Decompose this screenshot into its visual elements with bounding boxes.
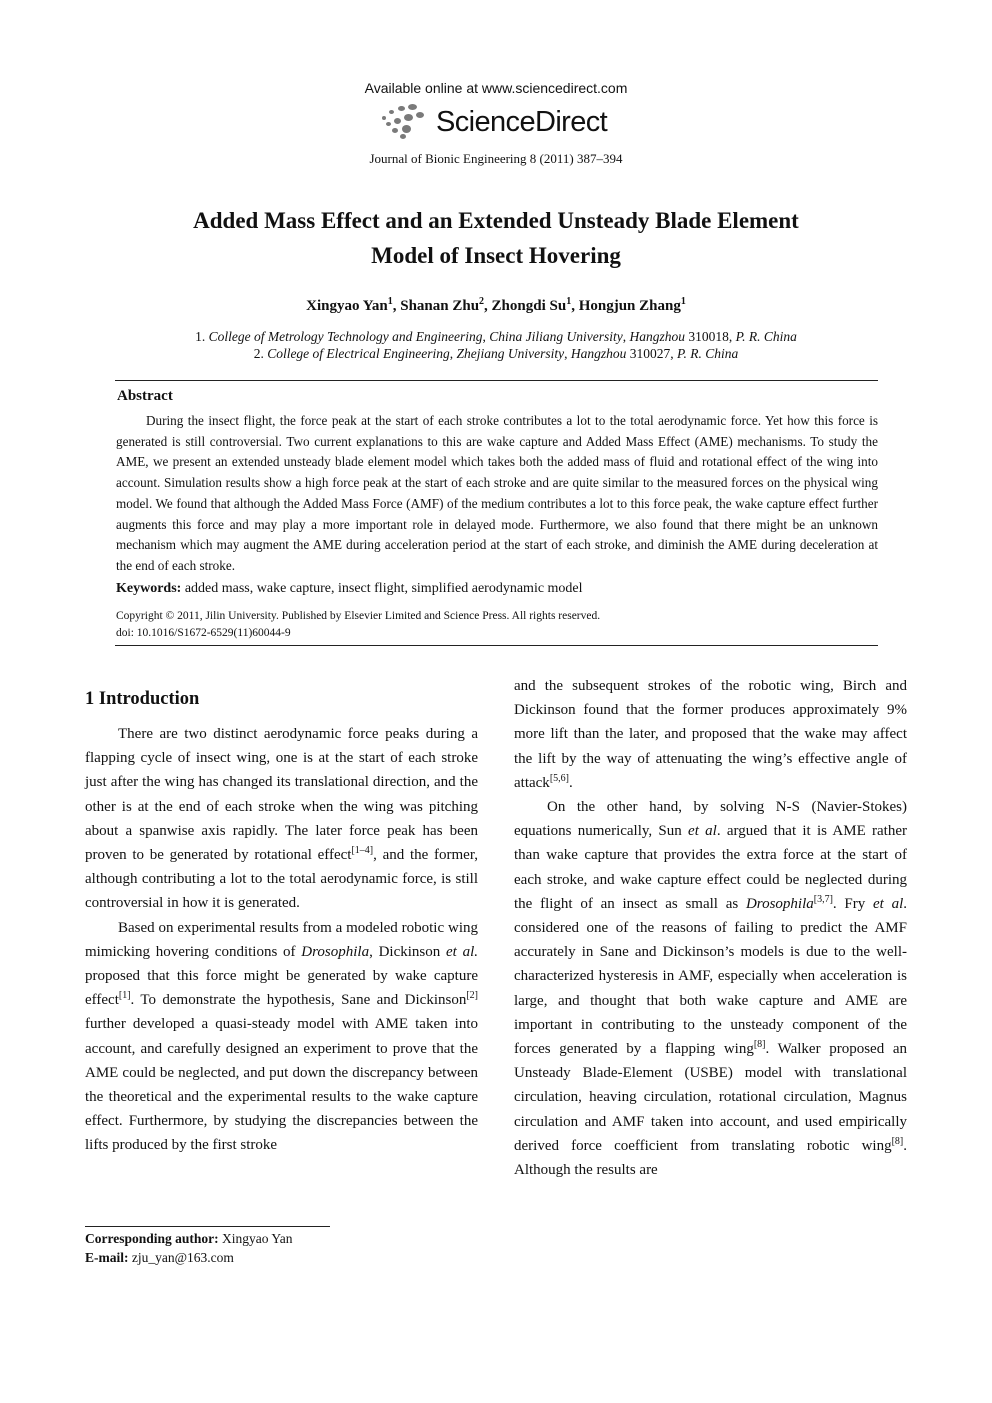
affiliation-2 [0, 345, 992, 362]
paragraph-text: , and the former, although contributing a lot to the total aerodynamic force, is still controversial in how it is generated. [85, 847, 478, 912]
section-heading-introduction: 1 Introduction [85, 689, 200, 709]
paragraph-text: . Fry [832, 895, 874, 912]
paragraph [514, 795, 907, 1182]
citation-ref: [1] [118, 990, 131, 1002]
affil-sep: , [449, 346, 457, 361]
abstract-text: During the insect flight, the force peak at the start of each stroke contributes a lot to the total aerodynamic force. Yet how this force is generated is still controversial. Two current explanations to this are wake capture and Added Mass Effect (AME) mechanisms. To study the AME, we present an extended unsteady blade element model which takes both the added mass of fluid and rotational effect of the wing into account. Simulation results show a high force peak at the start of each stroke and are quite similar to the measured forces on the physical wing model. We found that although the Added Mass Force (AMF) of the medium contributes a lot to this force peak, the wake capture effect further augments this force and may play a more important role in delayed mode. Furthermore, we also found that there might be an unknown mechanism which may augment the AME during acceleration period at the start of each stroke, and diminish the AME during deceleration at the end of each stroke. [116, 413, 878, 573]
affil-number: 1. [195, 329, 209, 344]
body-column-left [85, 686, 478, 1158]
author-affil-sup: 1 [566, 296, 572, 307]
corresponding-author-email: zju_yan@163.com [128, 1250, 234, 1265]
citation-ref: [8] [891, 1135, 904, 1147]
affil-number: 2. [253, 346, 268, 361]
paper-title [0, 203, 992, 273]
author-name: Hongjun Zhang [578, 298, 681, 314]
author-affil-sup: 1 [680, 296, 686, 307]
body-column-right [514, 674, 907, 1182]
affiliation-1 [0, 328, 992, 345]
title-line-1: Added Mass Effect and an Extended Unsteady Blade Element [193, 208, 799, 233]
citation-ref: [3,7] [813, 893, 833, 905]
footnote-label: E-mail: [85, 1250, 129, 1265]
doi-line: doi: 10.1016/S1672-6529(11)60044-9 [116, 627, 291, 639]
sciencedirect-wordmark: ScienceDirect [436, 105, 608, 138]
paragraph-text: proposed that this force might be generated by wake capture effect [85, 968, 478, 1009]
author-name: Zhongdi Su [491, 298, 567, 314]
citation-ref: [1–4] [351, 845, 374, 857]
citation-ref: [2] [466, 990, 478, 1002]
paragraph-text: , Dickinson [369, 943, 446, 960]
italic-text: et al [873, 895, 904, 912]
keywords-text: added mass, wake capture, insect flight, simplified aerodynamic model [181, 581, 583, 596]
keywords-label: Keywords: [116, 581, 182, 596]
footnote-rule [85, 1226, 330, 1227]
italic-text: et al [688, 823, 717, 840]
affil-country: P. R. China [677, 346, 739, 361]
paragraph-text: . Walker proposed an Unsteady Blade-Element (USBE) model with translational circulation, heaving circulation, rotational circulation, Magnus circulation and AMF taken into account, and used empirically derived force coefficient from translating robotic wing [514, 1041, 908, 1154]
affil-institution: College of Electrical Engineering [267, 346, 450, 361]
affil-sep: , [564, 346, 571, 361]
affil-university: China Jiliang University [489, 329, 623, 344]
paragraph-text: There are two distinct aerodynamic force peaks during a flapping cycle of insect wing, one is at the start of each stroke just after the wing has changed its translational direction, and the other is at the end of each stroke when the wing was pitching about a spanwise axis rapidly. The later force peak has been proven to be generated by rotational effect [85, 726, 478, 864]
corresponding-author-footnote [85, 1229, 293, 1267]
footnote-label: Corresponding author: [85, 1231, 219, 1246]
copyright-line: Copyright © 2011, Jilin University. Published by Elsevier Limited and Science Press. All rights reserved. [116, 610, 601, 622]
paragraph-text: . [568, 774, 573, 791]
author-sep: , [484, 298, 492, 314]
affil-country: P. R. China [735, 329, 797, 344]
affil-city: Hangzhou [629, 329, 685, 344]
citation-ref: [8] [753, 1039, 766, 1051]
corresponding-author-name: Xingyao Yan [218, 1231, 293, 1246]
paragraph-text: . considered one of the reasons of failing to predict the AMF accurately in Sane and Dickinson’s models is due to the well-characterized hysteresis in AMF, especially when acceleration is large, and thought that both wake capture and AME are important in contributing to the unsteady component of the forces generated by a flapping wing [514, 895, 908, 1058]
paragraph-text: further developed a quasi-steady model with AME taken into account, and carefully designed an experiment to prove that the AME could be neglected, and put down the discrepancy between the theoretical and the experimental results to the wake capture effect. Furthermore, by studying the discrepancies between the lifts produced by the first stroke [85, 1016, 478, 1154]
paragraph [85, 722, 478, 916]
paragraph-text: Based on experimental results from a modeled robotic wing mimicking hovering conditions of [85, 919, 478, 960]
email-line [85, 1248, 293, 1267]
paragraph-text: . Although the results are [514, 1137, 907, 1179]
affil-zip: 310018, [684, 329, 736, 344]
author-name: Xingyao Yan [306, 298, 388, 314]
affil-institution: College of Metrology Technology and Engineering [208, 329, 483, 344]
title-line-2: Model of Insect Hovering [371, 243, 621, 268]
abstract-heading: Abstract [117, 388, 173, 404]
affil-university: Zhejiang University [456, 346, 565, 361]
affil-sep: , [622, 329, 630, 344]
paragraph-text: . argued that it is AME rather than wake capture that provides the extra force at the start of each stroke, and wake capture effect could be neglected during the flight of an insect as small as [514, 823, 907, 912]
paragraph [85, 916, 478, 1158]
abstract-bottom-rule [115, 645, 878, 646]
author-affil-sup: 1 [387, 296, 393, 307]
paragraph-text: and the subsequent strokes of the robotic wing, Birch and Dickinson found that the former produces approximately 9% more lift than the later, and proposed that the wake may affect the lift by the way of attenuating the wing’s effective angle of attack [514, 678, 907, 791]
available-online-line: Available online at www.sciencedirect.com [364, 80, 628, 96]
author-affil-sup: 2 [479, 296, 485, 307]
citation-ref: [5,6] [549, 772, 569, 784]
italic-text: et al. [446, 943, 478, 960]
copyright-block [116, 608, 878, 642]
keywords [116, 581, 878, 597]
sciencedirect-logo-icon [380, 104, 430, 140]
paragraph-text: On the other hand, by solving N-S (Navier-Stokes) equations numerically, Sun [514, 799, 907, 840]
affil-sep: , [482, 329, 490, 344]
author-sep: , [392, 298, 401, 314]
affil-city: Hangzhou [570, 346, 627, 361]
abstract-top-rule [115, 380, 878, 381]
paragraph-text: . To demonstrate the hypothesis, Sane and Dickinson [130, 992, 467, 1009]
author-list [0, 296, 992, 315]
italic-text: Drosophila [301, 943, 370, 960]
author-sep: , [571, 298, 579, 314]
publisher-brand [380, 102, 607, 142]
author-name: Shanan Zhu [400, 298, 480, 314]
affiliations [0, 328, 992, 362]
italic-text: Drosophila [745, 895, 814, 912]
corresponding-author-line [85, 1229, 293, 1248]
journal-citation: Journal of Bionic Engineering 8 (2011) 387–394 [369, 151, 623, 166]
affil-zip: 310027, [626, 346, 678, 361]
paragraph [514, 674, 907, 795]
